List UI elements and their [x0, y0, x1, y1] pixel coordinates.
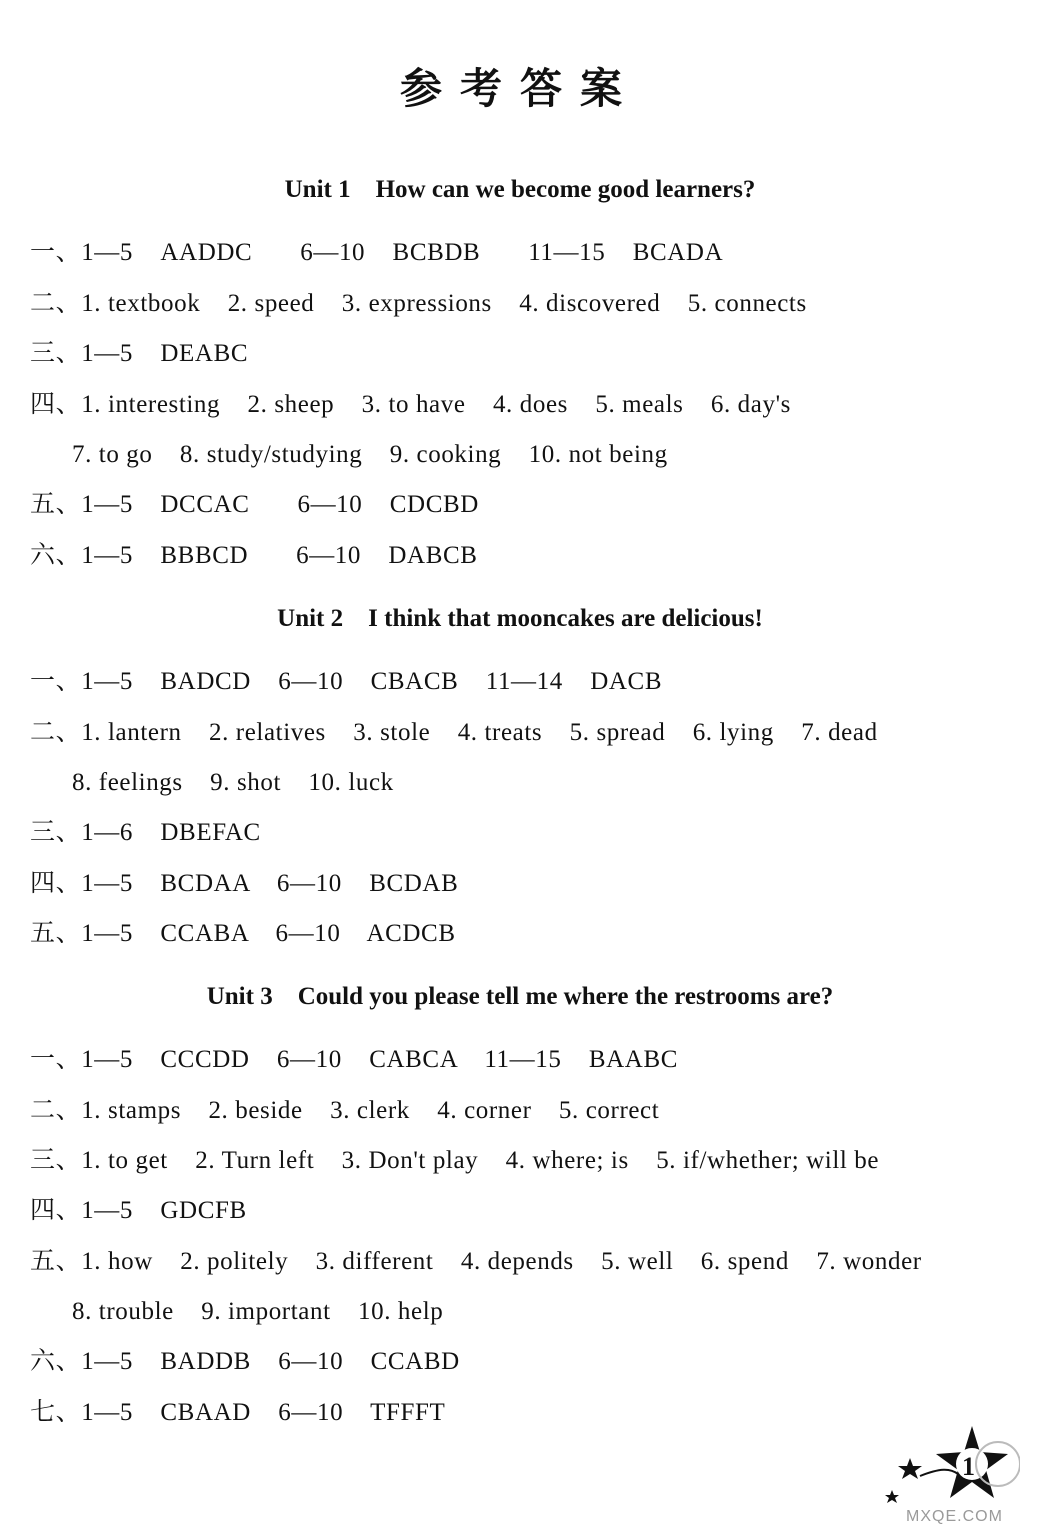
unit-2-line-6: 五、1—5 CCABA 6—10 ACDCB [30, 920, 456, 947]
unit-2-heading: Unit 2 I think that mooncakes are delicious! [277, 605, 763, 632]
unit-3-heading: Unit 3 Could you please tell me where the restrooms are? [206, 983, 834, 1010]
unit-3-line-5: 五、1. how 2. politely 3. different 4. depends 5. well 6. spend 7. wonder [30, 1248, 922, 1275]
page-title: 参考答案 [399, 64, 640, 113]
unit-1-line-5: 7. to go 8. study/studying 9. cooking 10. not being [72, 441, 668, 468]
unit-2-line-1: 一、1—5 BADCD 6—10 CBACB 11—14 DACB [30, 668, 663, 695]
page-number: 1 [962, 1452, 975, 1481]
unit-1-line-2: 二、1. textbook 2. speed 3. expressions 4. discovered 5. connects [30, 290, 807, 317]
unit-1-line-7: 六、1—5 BBBCD 6—10 DABCB [30, 542, 478, 569]
unit-3-line-7: 六、1—5 BADDB 6—10 CCABD [30, 1348, 460, 1375]
watermark-text: MXQE.COM [906, 1508, 1003, 1525]
unit-1-heading: Unit 1 How can we become good learners? [284, 176, 756, 203]
unit-3-line-6: 8. trouble 9. important 10. help [72, 1298, 444, 1325]
unit-2-line-3: 8. feelings 9. shot 10. luck [72, 769, 394, 796]
unit-1-line-4: 四、1. interesting 2. sheep 3. to have 4. does 5. meals 6. day's [30, 391, 792, 418]
unit-1-line-6: 五、1—5 DCCAC 6—10 CDCBD [30, 491, 479, 518]
unit-3-line-1: 一、1—5 CCCDD 6—10 CABCA 11—15 BAABC [30, 1046, 678, 1073]
unit-3-line-8: 七、1—5 CBAAD 6—10 TFFFT [30, 1399, 446, 1426]
unit-2-line-2: 二、1. lantern 2. relatives 3. stole 4. treats 5. spread 6. lying 7. dead [30, 719, 878, 746]
unit-1-line-3: 三、1—5 DEABC [30, 340, 249, 367]
unit-3-line-2: 二、1. stamps 2. beside 3. clerk 4. corner 5. correct [30, 1097, 660, 1124]
unit-3-line-3: 三、1. to get 2. Turn left 3. Don't play 4. where; is 5. if/whether; will be [30, 1147, 880, 1174]
footer-ornament-icon [880, 1418, 1020, 1518]
unit-2-line-5: 四、1—5 BCDAA 6—10 BCDAB [30, 870, 459, 897]
unit-2-line-4: 三、1—6 DBEFAC [30, 819, 261, 846]
unit-1-line-1: 一、1—5 AADDC 6—10 BCBDB 11—15 BCADA [30, 239, 724, 266]
unit-3-line-4: 四、1—5 GDCFB [30, 1197, 247, 1224]
